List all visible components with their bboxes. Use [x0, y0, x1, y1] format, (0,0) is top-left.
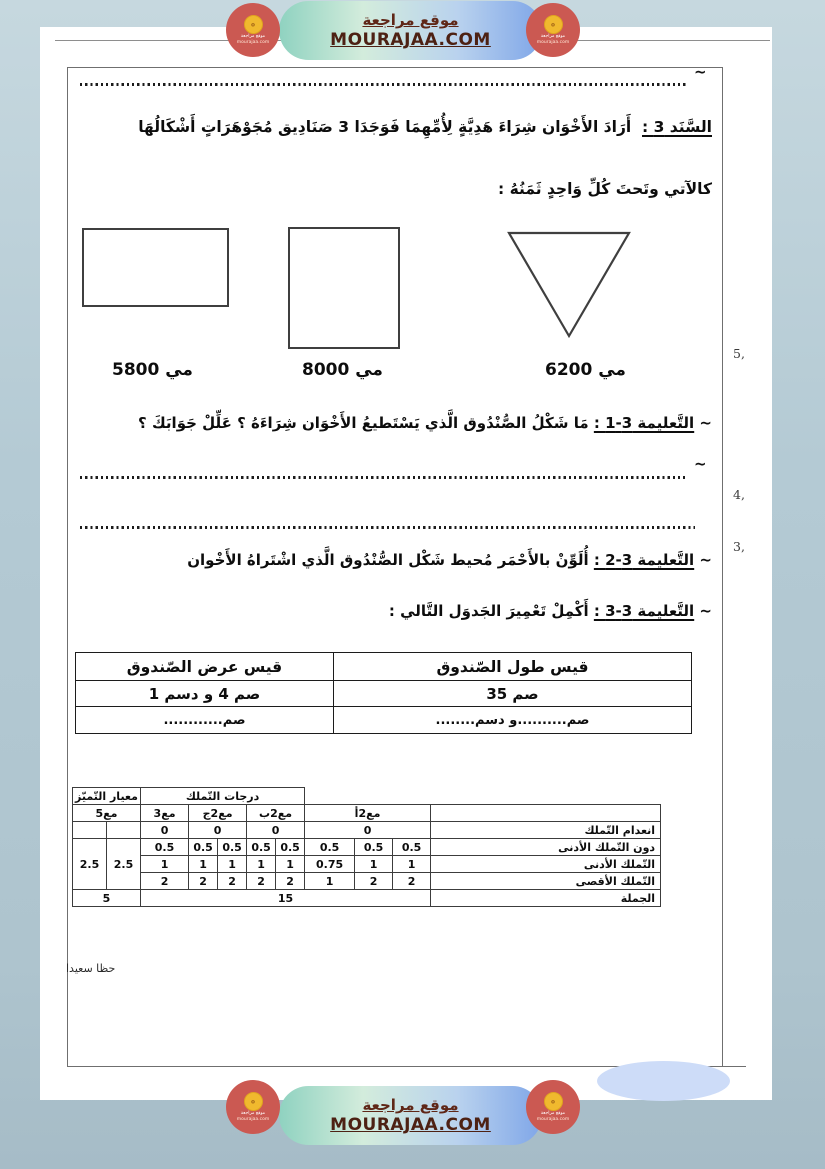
- cell: 1: [218, 856, 247, 873]
- margin-points-5: 5,: [733, 346, 745, 361]
- cell: 1: [247, 856, 276, 873]
- cell: 0.5: [141, 839, 189, 856]
- cell: 0.75: [305, 856, 355, 873]
- col-header-width: قيس عرض الصّندوق: [76, 653, 334, 681]
- cell: 0.5: [218, 839, 247, 856]
- question-prefix: ~: [694, 551, 712, 569]
- rubric-col-e: مع5: [73, 805, 141, 822]
- rubric-col-d: مع3: [141, 805, 189, 822]
- badge-title-ar: موقع مراجعة: [540, 1110, 566, 1116]
- cell: 1: [141, 856, 189, 873]
- cell: 1: [355, 856, 393, 873]
- badge-title-ar: موقع مراجعة: [540, 33, 566, 39]
- length-value-cell: 35 صم: [334, 681, 692, 707]
- rubric-empty-label: [431, 805, 661, 822]
- row-label: انعدام التّملك: [431, 822, 661, 839]
- support-statement: [138, 118, 712, 136]
- question-3-3: [389, 602, 712, 620]
- question-3-1-text: مَا شَكْلُ الصُّنْدُوق الَّذي يَسْتَطيعُ الأَخْوَان شِرَاءَهُ ؟ عَلِّلْ جَوَابَكَ ؟: [138, 414, 594, 432]
- rubric-top-header-row: [73, 788, 661, 805]
- rubric-row-min: [73, 856, 661, 873]
- price-triangle: 6200 مي: [545, 360, 626, 380]
- support-label: السَّنَد 3 :: [642, 118, 712, 136]
- site-logo-badge[interactable]: [226, 1080, 280, 1134]
- badge-url: mourajaa.com: [536, 39, 570, 45]
- rubric-row-below-min: [73, 839, 661, 856]
- total-excellence: 5: [73, 890, 141, 907]
- question-3-3-text: أَكْمِلْ تَعْمِيرَ الجَدوَل التَّالي :: [388, 602, 594, 620]
- cell: 2: [276, 873, 305, 890]
- total-grades: 15: [141, 890, 431, 907]
- row-label: دون التّملك الأدنى: [431, 839, 661, 856]
- site-banner[interactable]: [279, 1086, 542, 1145]
- badge-title-ar: موقع مراجعة: [240, 1110, 266, 1116]
- logo-book-icon: ۞: [244, 15, 263, 34]
- logo-book-icon: ۞: [544, 1092, 563, 1111]
- cell: 0: [189, 822, 247, 839]
- site-title-arabic[interactable]: موقع مراجعة: [362, 1096, 459, 1115]
- answer-line: [80, 526, 695, 529]
- question-3-2-text: أُلَوِّنْ بالأَحْمَر مُحيط شَكْل الصُّنْدُوق الَّذي اشْتَراهُ الأَخْوان: [187, 551, 594, 569]
- tilde-mark: ~: [694, 63, 707, 81]
- width-blank-cell: ............صم: [76, 707, 334, 734]
- rubric-table: [72, 787, 661, 907]
- cell: 0: [141, 822, 189, 839]
- rubric-column-header-row: [73, 805, 661, 822]
- question-3-1-label: التَّعليمة 3-1 :: [593, 414, 695, 432]
- row-label: التّملك الأقصى: [431, 873, 661, 890]
- support-text-2: كالآتي وتَحتَ كُلِّ وَاحِدٍ ثَمَنُهُ :: [498, 180, 712, 198]
- price-rectangle: 5800 مي: [112, 360, 193, 380]
- site-title-link[interactable]: MOURAJAA.COM: [330, 1115, 491, 1136]
- answer-line: [80, 476, 685, 479]
- cell: 2: [247, 873, 276, 890]
- measurements-table: [75, 652, 692, 734]
- row-label: الجملة: [431, 890, 661, 907]
- cell: 2: [393, 873, 431, 890]
- excellence-points: 2.5: [107, 839, 141, 890]
- row-label: التّملك الأدنى: [431, 856, 661, 873]
- badge-title-ar: موقع مراجعة: [240, 33, 266, 39]
- badge-url: mourajaa.com: [536, 1116, 570, 1122]
- answer-line: [80, 83, 688, 86]
- triangle-shape: [505, 229, 633, 341]
- cell: 2: [141, 873, 189, 890]
- site-logo-badge[interactable]: [526, 3, 580, 57]
- footer-decor-ellipse: [597, 1061, 730, 1101]
- logo-book-icon: ۞: [544, 15, 563, 34]
- cell-empty: [73, 822, 107, 839]
- rectangle-shape: [82, 228, 229, 307]
- logo-book-icon: ۞: [244, 1092, 263, 1111]
- cell: 1: [276, 856, 305, 873]
- cell: 2: [189, 873, 218, 890]
- support-text: أَرَادَ الأَخْوَان شِرَاءَ هَدِيَّةٍ لِأُمِّهِمَا فَوَجَدَا 3 صَنَادِيق مُجَوْهَرَاتٍ أَشْكَالُهَا: [138, 118, 632, 136]
- cell: 0.5: [393, 839, 431, 856]
- width-value-cell: 1 دسم‎ و‎ 4 صم: [76, 681, 334, 707]
- rubric-col-c: مع2ج: [189, 805, 247, 822]
- rubric-col-a: مع2أ: [305, 805, 431, 822]
- cell: 0: [305, 822, 431, 839]
- cell-empty: [107, 822, 141, 839]
- cell: 0: [247, 822, 305, 839]
- site-title-arabic[interactable]: موقع مراجعة: [362, 11, 459, 30]
- rubric-row-max: [73, 873, 661, 890]
- rubric-row-none: [73, 822, 661, 839]
- excellence-points: 2.5: [73, 839, 107, 890]
- cell: 0.5: [189, 839, 218, 856]
- cell: 0.5: [276, 839, 305, 856]
- rubric-grades-title: درجات التّملك: [141, 788, 305, 805]
- length-blank-cell: ........دسم‎ و‎..........صم: [334, 707, 692, 734]
- cell: 1: [305, 873, 355, 890]
- site-logo-badge[interactable]: [526, 1080, 580, 1134]
- badge-url: mourajaa.com: [236, 39, 270, 45]
- cell: 0.5: [247, 839, 276, 856]
- question-prefix: ~: [694, 414, 712, 432]
- question-3-1: [138, 414, 712, 432]
- square-shape: [288, 227, 400, 349]
- question-3-3-label: التَّعليمة 3-3 :: [593, 602, 695, 620]
- cell: 0.5: [355, 839, 393, 856]
- tilde-mark: ~: [694, 455, 707, 473]
- col-header-length: قيس طول الصّندوق: [334, 653, 692, 681]
- rubric-col-b: مع2ب: [247, 805, 305, 822]
- good-luck-note: حظا سعيدا: [66, 962, 116, 975]
- question-prefix: ~: [694, 602, 712, 620]
- question-3-2-label: التَّعليمة 3-2 :: [593, 551, 695, 569]
- price-square: 8000 مي: [302, 360, 383, 380]
- site-logo-badge[interactable]: [226, 3, 280, 57]
- cell: 1: [189, 856, 218, 873]
- rubric-excellence-title: معيار التّميّز: [73, 788, 141, 805]
- site-title-link[interactable]: MOURAJAA.COM: [330, 30, 491, 51]
- rubric-row-total: [73, 890, 661, 907]
- margin-points-3: 3,: [733, 539, 745, 554]
- cell: 2: [355, 873, 393, 890]
- question-3-2: [187, 551, 712, 569]
- cell: 2: [218, 873, 247, 890]
- cell: 1: [393, 856, 431, 873]
- badge-url: mourajaa.com: [236, 1116, 270, 1122]
- site-banner[interactable]: [279, 1, 542, 60]
- cell: 0.5: [305, 839, 355, 856]
- margin-points-4: 4,: [733, 487, 745, 502]
